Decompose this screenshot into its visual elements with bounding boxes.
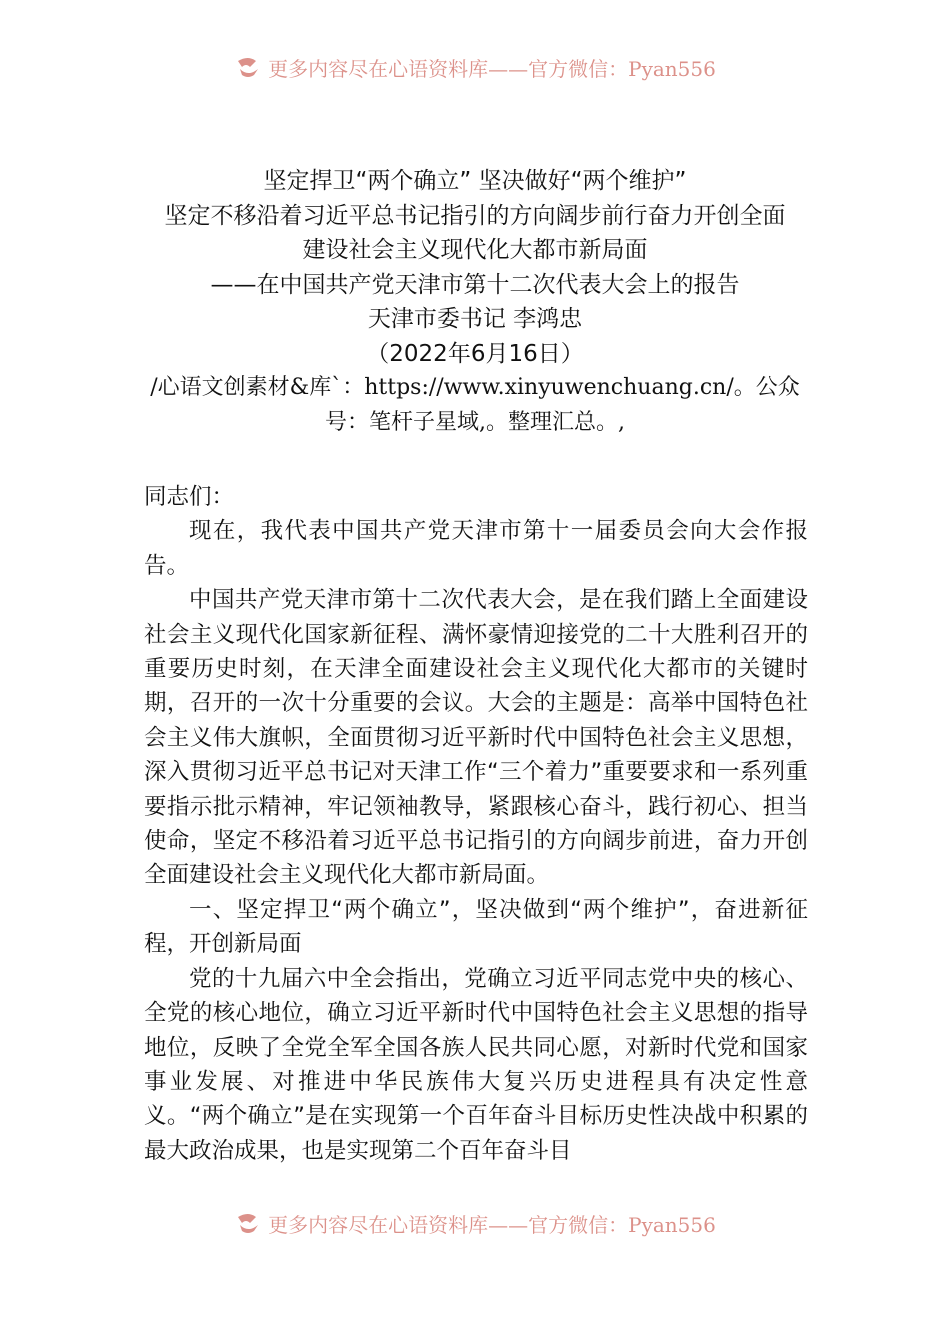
source-note: /心语文创素材&库`：https://www.xinyuwenchuang.cn/。公众号：笔杆子星域,。整理汇总。,	[150, 375, 800, 435]
logo-icon	[234, 55, 262, 79]
report-date: （2022年6月16日）	[366, 340, 584, 367]
salutation: 同志们：	[144, 484, 235, 510]
report-body	[144, 480, 808, 1168]
subtitle-line-1: 坚定不移沿着习近平总书记指引的方向阔步前行奋力开创全面	[164, 202, 786, 229]
paragraph: 现在，我代表中国共产党天津市第十一届委员会向大会作报告。	[144, 518, 808, 579]
logo-icon	[234, 1211, 262, 1235]
watermark-text: 更多内容尽在心语资料库——官方微信：Pyan556	[268, 1212, 716, 1237]
header-watermark	[0, 50, 950, 84]
paragraph: 中国共产党天津市第十二次代表大会，是在我们踏上全面建设社会主义现代化国家新征程、满怀豪情迎接党的二十大胜利召开的重要历史时刻，在天津全面建设社会主义现代化大都市的关键时期，召开的一次十分重要的会议。大会的主题是：高举中国特色社会主义伟大旗帜，全面贯彻习近平新时代中国特色社会主义思想，深入贯彻习近平总书记对天津工作“三个着力”重要要求和一系列重要指示批示精神，牢记领袖教导，紧跟核心奋斗，践行初心、担当使命，坚定不移沿着习近平总书记指引的方向阔步前进，奋力开创全面建设社会主义现代化大都市新局面。	[144, 587, 808, 889]
report-occasion: ——在中国共产党天津市第十二次代表大会上的报告	[210, 271, 740, 298]
watermark-text: 更多内容尽在心语资料库——官方微信：Pyan556	[268, 56, 716, 81]
author: 天津市委书记 李鸿忠	[367, 306, 583, 332]
title-block	[140, 164, 810, 440]
paragraph: 党的十九届六中全会指出，党确立习近平同志党中央的核心、全党的核心地位，确立习近平新时代中国特色社会主义思想的指导地位，反映了全党全军全国各族人民共同心愿，对新时代党和国家事业发展、对推进中华民族伟大复兴历史进程具有决定性意义。“两个确立”是在实现第一个百年奋斗目标历史性决战中积累的最大政治成果，也是实现第二个百年奋斗目	[144, 965, 808, 1164]
section-heading: 一、坚定捍卫“两个确立”，坚决做到“两个维护”，奋进新征程，开创新局面	[144, 896, 808, 958]
subtitle-line-2: 建设社会主义现代化大都市新局面	[302, 237, 648, 263]
footer-watermark	[0, 1206, 950, 1240]
main-title: 坚定捍卫“两个确立” 坚决做好“两个维护”	[263, 168, 687, 194]
